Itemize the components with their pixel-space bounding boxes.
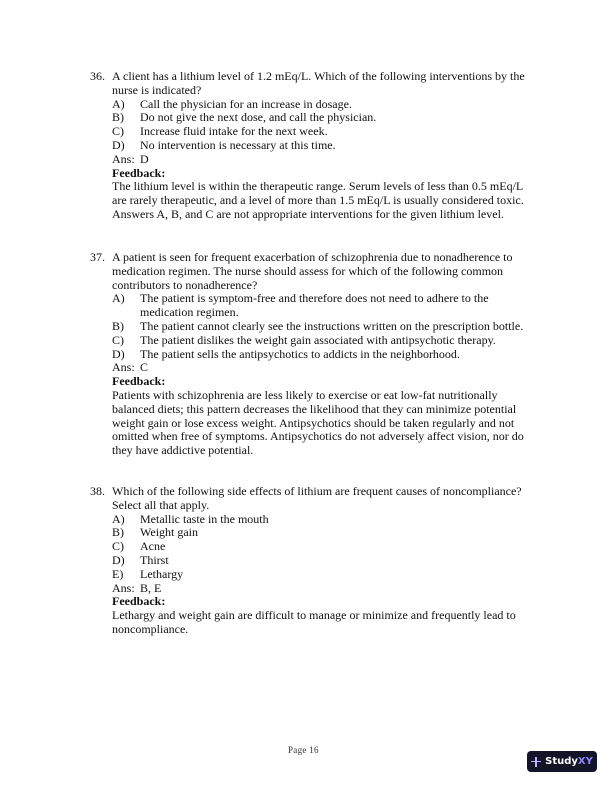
answer-label: Ans: bbox=[112, 360, 135, 375]
answer-value: C bbox=[140, 360, 149, 375]
answer-row bbox=[112, 582, 530, 596]
question-stem bbox=[90, 485, 530, 513]
option-d bbox=[112, 139, 530, 153]
option-text: Metallic taste in the mouth bbox=[140, 511, 269, 526]
option-label: C) bbox=[112, 124, 124, 139]
badge-text-accent: XY bbox=[577, 755, 593, 767]
option-text: Do not give the next dose, and call the physician. bbox=[140, 110, 377, 125]
option-label: B) bbox=[112, 318, 124, 333]
option-d bbox=[112, 348, 530, 362]
option-label: B) bbox=[112, 525, 124, 540]
answer-row bbox=[112, 361, 530, 375]
answer-label: Ans: bbox=[112, 151, 135, 166]
question-text: Which of the following side effects of lithium are frequent causes of noncompliance? Select all that apply. bbox=[112, 484, 522, 512]
option-a bbox=[112, 292, 530, 320]
question-body bbox=[112, 292, 530, 458]
plus-icon bbox=[531, 757, 541, 767]
feedback-text: Patients with schizophrenia are less likely to exercise or eat low-fat nutritionally balanced diets; this pattern decreases the likelihood that they can minimize potential weight gain or lose excess weight. Antipsychotics should be taken regularly and not omitted when free of symptoms. Antipsychotics do not adversely affect vision, nor do they have addictive potential. bbox=[112, 387, 524, 458]
question-body bbox=[112, 98, 530, 222]
option-a bbox=[112, 98, 530, 112]
option-label: D) bbox=[112, 346, 125, 361]
option-label: C) bbox=[112, 332, 124, 347]
question-38 bbox=[90, 485, 530, 637]
option-text: The patient cannot clearly see the instructions written on the prescription bottle. bbox=[140, 318, 524, 333]
option-text: Weight gain bbox=[140, 525, 199, 540]
option-text: Increase fluid intake for the next week. bbox=[140, 124, 328, 139]
feedback-text: Lethargy and weight gain are difficult to manage or minimize and frequently lead to noncompliance. bbox=[112, 608, 516, 636]
option-label: B) bbox=[112, 110, 124, 125]
option-text: No intervention is necessary at this time. bbox=[140, 137, 336, 152]
feedback-text: The lithium level is within the therapeutic range. Serum levels of less than 0.5 mEq/L are rarely therapeutic, and a level of more than 1.5 mEq/L is usually considered toxic. Answers A, B, and C are not appropriate interventions for the given lithium level. bbox=[112, 179, 524, 221]
option-label: A) bbox=[112, 291, 125, 306]
option-text: The patient is symptom-free and therefore does not need to adhere to the medication regimen. bbox=[140, 291, 489, 320]
question-stem bbox=[90, 70, 530, 98]
question-stem bbox=[90, 251, 530, 292]
studyxy-badge[interactable] bbox=[527, 751, 597, 772]
feedback-label: Feedback: bbox=[112, 594, 166, 609]
question-37 bbox=[90, 251, 530, 458]
option-b bbox=[112, 320, 530, 334]
option-text: Lethargy bbox=[140, 566, 184, 581]
question-text: A client has a lithium level of 1.2 mEq/L. Which of the following interventions by the nurse is indicated? bbox=[112, 69, 525, 97]
option-text: Call the physician for an increase in dosage. bbox=[140, 96, 352, 111]
option-text: The patient sells the antipsychotics to addicts in the neighborhood. bbox=[140, 346, 460, 361]
option-c bbox=[112, 540, 530, 554]
option-label: D) bbox=[112, 137, 125, 152]
question-36 bbox=[90, 70, 530, 222]
option-a bbox=[112, 513, 530, 527]
answer-value: B, E bbox=[140, 580, 162, 595]
option-label: C) bbox=[112, 539, 124, 554]
option-d bbox=[112, 554, 530, 568]
answer-value: D bbox=[140, 151, 149, 166]
option-label: D) bbox=[112, 552, 125, 567]
option-e bbox=[112, 568, 530, 582]
option-text: The patient dislikes the weight gain associated with antipsychotic therapy. bbox=[140, 332, 496, 347]
feedback-label: Feedback: bbox=[112, 165, 166, 180]
question-text: A patient is seen for frequent exacerbation of schizophrenia due to nonadherence to medication regimen. The nurse should assess for which of the following common contributors to nonadherence? bbox=[112, 250, 513, 292]
option-label: E) bbox=[112, 566, 124, 581]
badge-text-main: Study bbox=[545, 755, 578, 767]
option-text: Thirst bbox=[140, 552, 169, 567]
question-number: 38. bbox=[90, 484, 105, 498]
option-text: Acne bbox=[140, 539, 166, 554]
option-b bbox=[112, 111, 530, 125]
answer-label: Ans: bbox=[112, 580, 135, 595]
option-c bbox=[112, 125, 530, 139]
question-number: 37. bbox=[90, 250, 105, 264]
option-b bbox=[112, 526, 530, 540]
answer-row bbox=[112, 153, 530, 167]
option-label: A) bbox=[112, 96, 125, 111]
option-c bbox=[112, 334, 530, 348]
question-body bbox=[112, 513, 530, 637]
page-number: Page 16 bbox=[288, 745, 319, 755]
feedback-label: Feedback: bbox=[112, 374, 166, 389]
question-number: 36. bbox=[90, 69, 105, 83]
badge-brand bbox=[545, 755, 593, 769]
option-label: A) bbox=[112, 511, 125, 526]
